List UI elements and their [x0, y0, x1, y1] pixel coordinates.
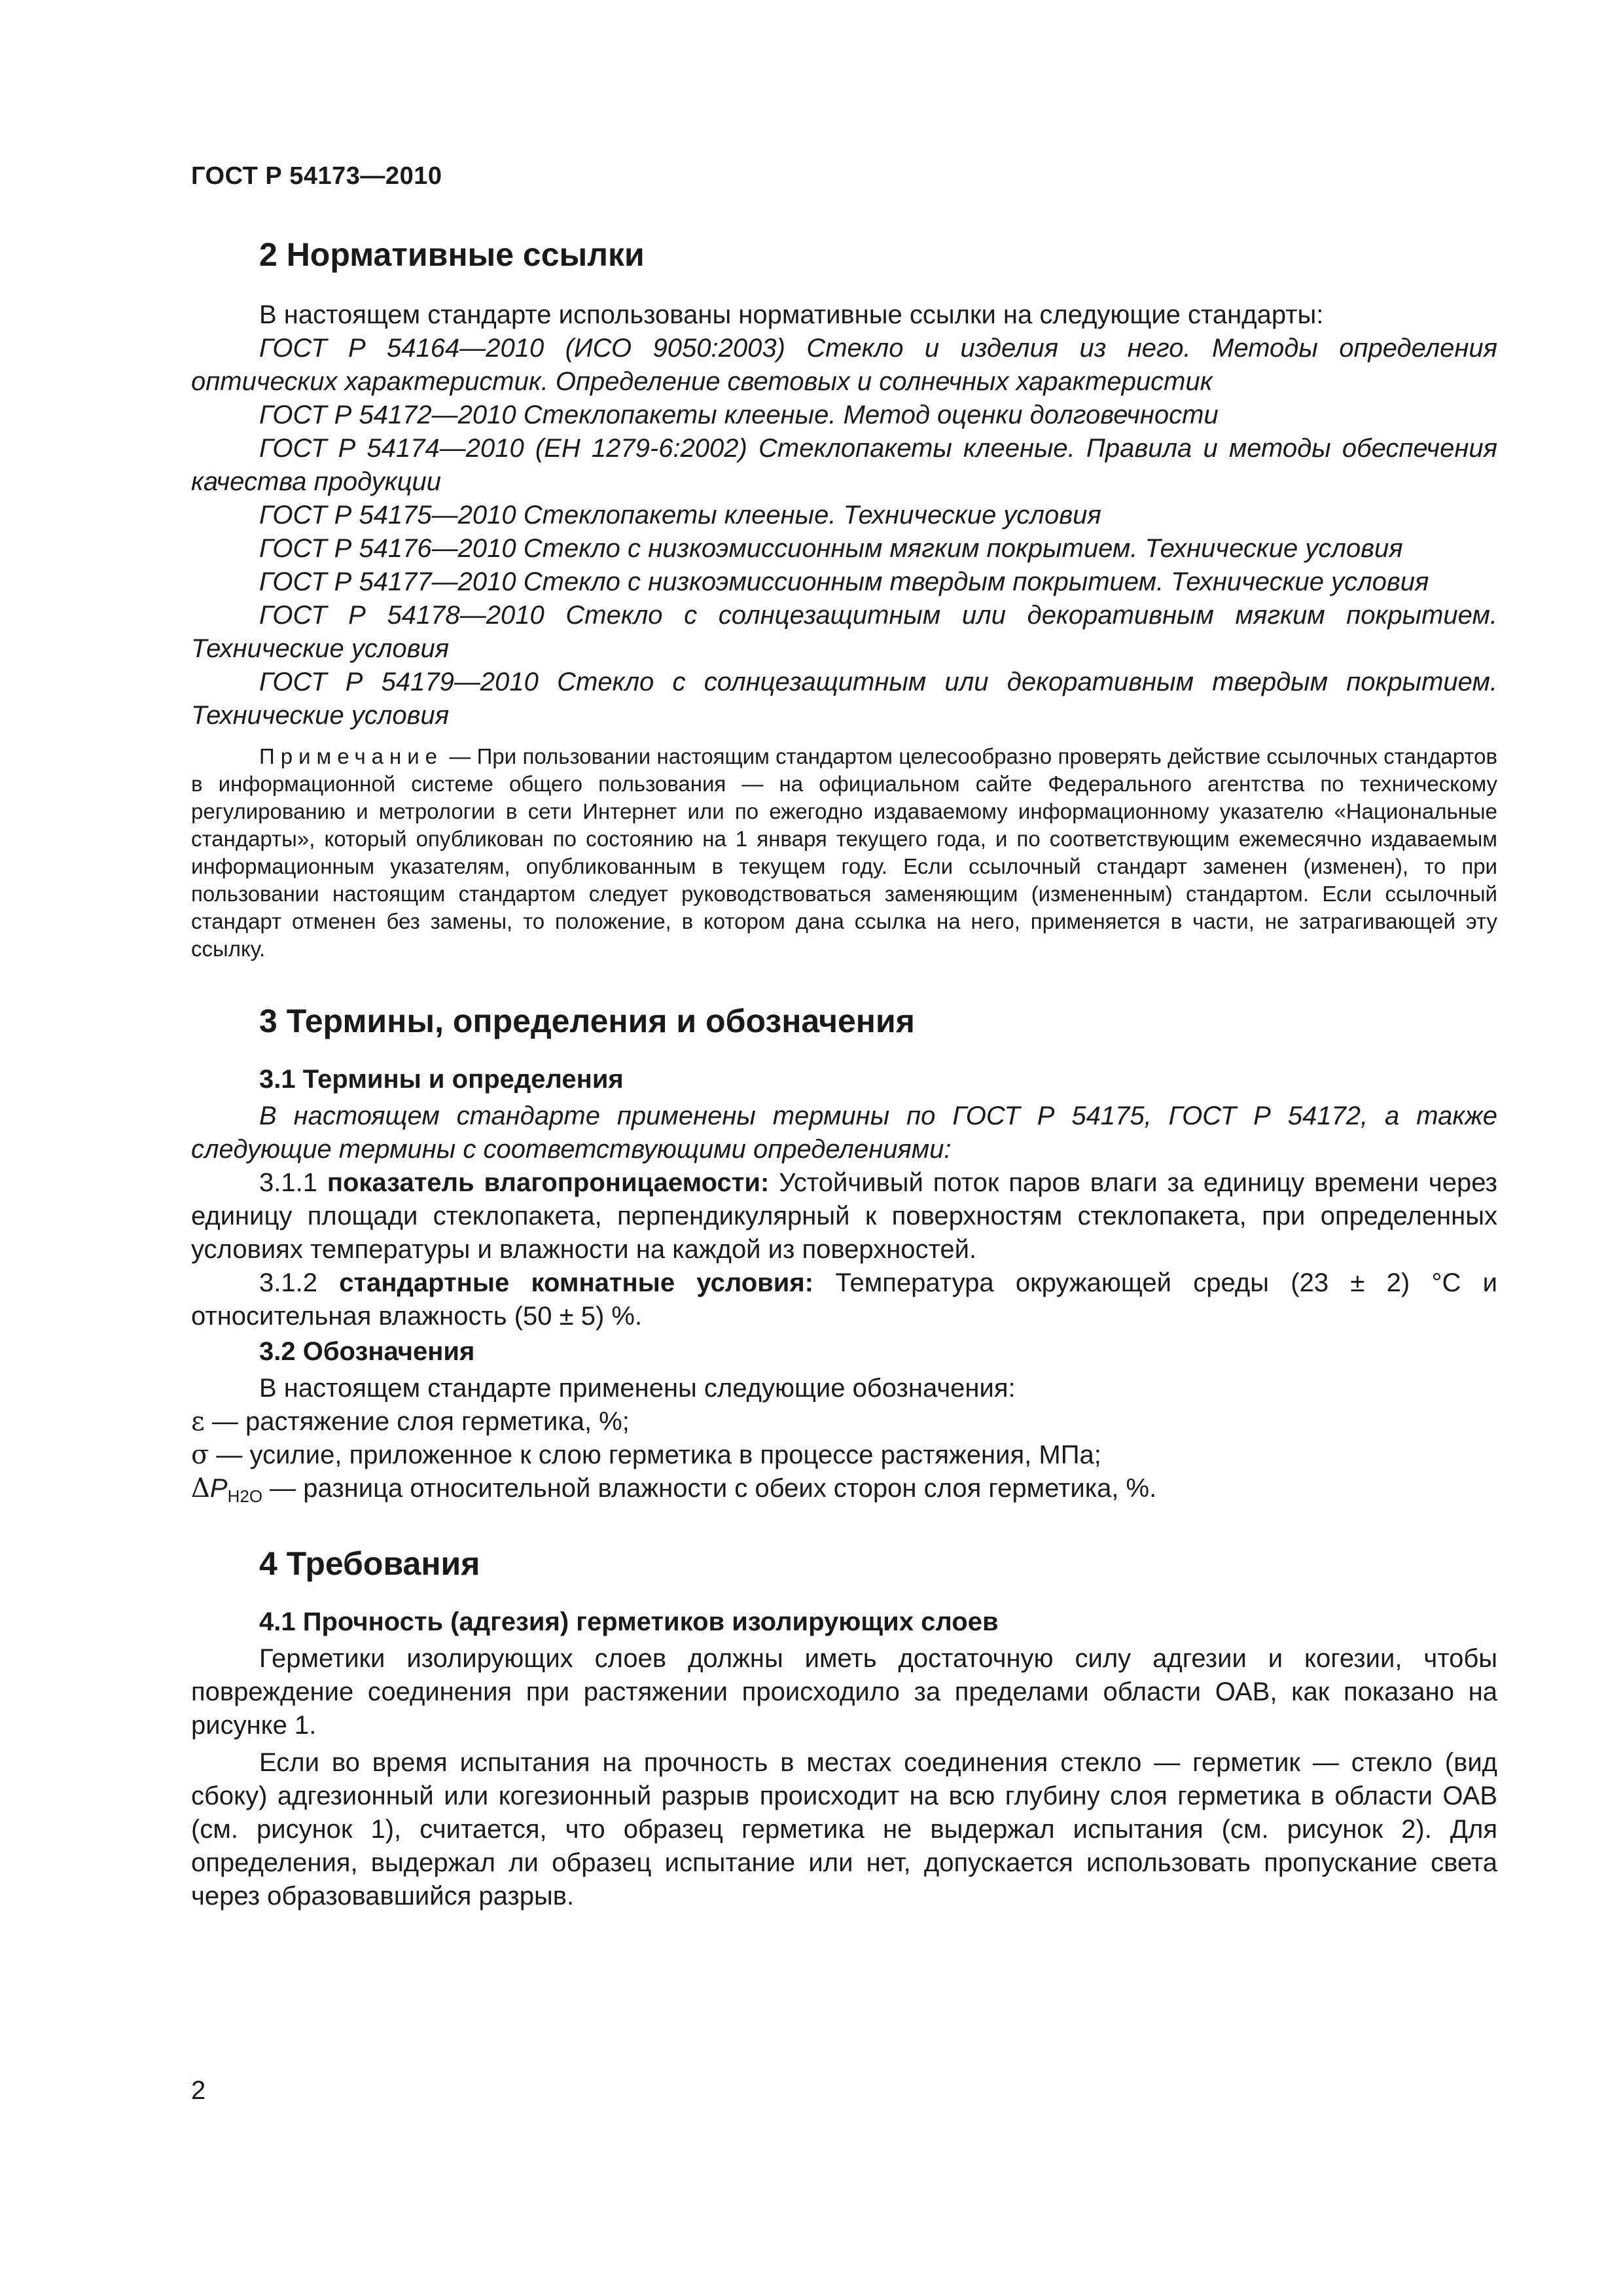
note-label: Примечание — [259, 744, 444, 768]
subsection-3-2-title: 3.2 Обозначения — [259, 1337, 475, 1366]
symbol-epsilon: ε — [191, 1407, 205, 1437]
reference-item: ГОСТ Р 54177—2010 Стекло с низкоэмиссионным твердым покрытием. Технические условия — [259, 567, 1429, 596]
reference-item: ГОСТ Р 54179—2010 Стекло с солнцезащитным или декоративным твердым покрытием. Технические условия — [191, 668, 1497, 730]
term-3-1-2 — [191, 1266, 1497, 1333]
term-definition: Устойчивый поток паров влаги за единицу времени через единицу площади стеклопакета, перпендикулярный к поверхностям стеклопакета, при определенных условиях температуры и влажности на каждой из поверхностей. — [191, 1168, 1497, 1264]
section-4-paragraph-1: Герметики изолирующих слоев должны иметь достаточную силу адгезии и когезии, чтобы повреждение соединения при растяжении происходило за пределами области ОАВ, как показано на рисунке 1. — [191, 1644, 1497, 1740]
reference-item: ГОСТ Р 54164—2010 (ИСО 9050:2003) Стекло и изделия из него. Методы определения оптических характеристик. Определение световых и солнечных характеристик — [191, 334, 1497, 396]
symbol-description: — разница относительной влажности с обеих сторон слоя герметика, %. — [262, 1474, 1157, 1503]
page-body — [191, 236, 1497, 1913]
term-number: 3.1.2 — [259, 1268, 317, 1297]
symbol-sigma: σ — [191, 1440, 209, 1470]
reference-item: ГОСТ Р 54175—2010 Стеклопакеты клееные. Технические условия — [259, 501, 1101, 529]
note-paragraph — [191, 743, 1497, 963]
reference-item: ГОСТ Р 54176—2010 Стекло с низкоэмиссионным мягким покрытием. Технические условия — [259, 534, 1403, 563]
section-2-intro: В настоящем стандарте использованы нормативные ссылки на следующие стандарты: — [259, 300, 1324, 329]
symbol-delta: Δ — [191, 1473, 210, 1503]
symbol-subscript: H2O — [227, 1486, 263, 1506]
term-name: стандартные комнатные условия: — [339, 1268, 814, 1297]
section-4-title: 4 Требования — [259, 1545, 480, 1582]
section-3-title: 3 Термины, определения и обозначения — [259, 1003, 915, 1039]
section-4-paragraph-2: Если во время испытания на прочность в местах соединения стекло — герметик — стекло (вид сбоку) адгезионный или когезионный разрыв происходит на всю глубину слоя герметика в области ОАВ (см. рисунок 1), считается, что образец герметика не выдержал испытания (см. рисунок 2). Для определения, выдержал ли образец испытание или нет, допускается использовать пропускание света через образовавшийся разрыв. — [191, 1748, 1497, 1910]
subsection-3-1-title: 3.1 Термины и определения — [259, 1065, 624, 1094]
symbol-description: — усилие, приложенное к слою герметика в процессе растяжения, МПа; — [209, 1441, 1101, 1469]
note-text: — При пользовании настоящим стандартом целесообразно проверять действие ссылочных стандартов в информационной системе общего пользования — на официальном сайте Федерального агентства по техническому регулированию и метрологии в сети Интернет или по ежегодно издаваемому информационному указателю «Национальные стандарты», который опубликован по состоянию на 1 января текущего года, и по соответствующим ежемесячно издаваемым информационным указателям, опубликованным в текущем году. Если ссылочный стандарт заменен (изменен), то при пользовании настоящим стандартом следует руководствоваться заменяющим (измененным) стандартом. Если ссылочный стандарт отменен без замены, то положение, в котором дана ссылка на него, применяется в части, не затрагивающей эту ссылку. — [191, 744, 1497, 961]
term-3-1-1 — [191, 1166, 1497, 1266]
document-code: ГОСТ Р 54173—2010 — [191, 162, 442, 190]
symbol-sigma-line — [191, 1439, 1497, 1472]
page-number: 2 — [191, 2076, 206, 2105]
reference-item: ГОСТ Р 54178—2010 Стекло с солнцезащитным или декоративным мягким покрытием. Технические условия — [191, 601, 1497, 663]
reference-item: ГОСТ Р 54174—2010 (ЕН 1279-6:2002) Стеклопакеты клееные. Правила и методы обеспечения качества продукции — [191, 434, 1497, 496]
subsection-3-2-intro: В настоящем стандарте применены следующие обозначения: — [259, 1374, 1016, 1403]
term-definition: Температура окружающей среды (23 ± 2) °С и относительная влажность (50 ± 5) %. — [191, 1268, 1498, 1331]
symbol-epsilon-line — [191, 1405, 1497, 1439]
term-name: показатель влагопроницаемости: — [327, 1168, 770, 1197]
symbol-delta-p-line — [191, 1472, 1497, 1505]
symbol-description: — растяжение слоя герметика, %; — [204, 1407, 630, 1436]
symbol-p: P — [209, 1474, 228, 1503]
term-number: 3.1.1 — [259, 1168, 317, 1197]
subsection-4-1-title: 4.1 Прочность (адгезия) герметиков изолирующих слоев — [259, 1607, 999, 1636]
section-2-title: 2 Нормативные ссылки — [259, 236, 645, 273]
reference-item: ГОСТ Р 54172—2010 Стеклопакеты клееные. Метод оценки долговечности — [259, 401, 1219, 429]
subsection-3-1-intro: В настоящем стандарте применены термины по ГОСТ Р 54175, ГОСТ Р 54172, а также следующие термины с соответствующими определениями: — [191, 1102, 1497, 1164]
